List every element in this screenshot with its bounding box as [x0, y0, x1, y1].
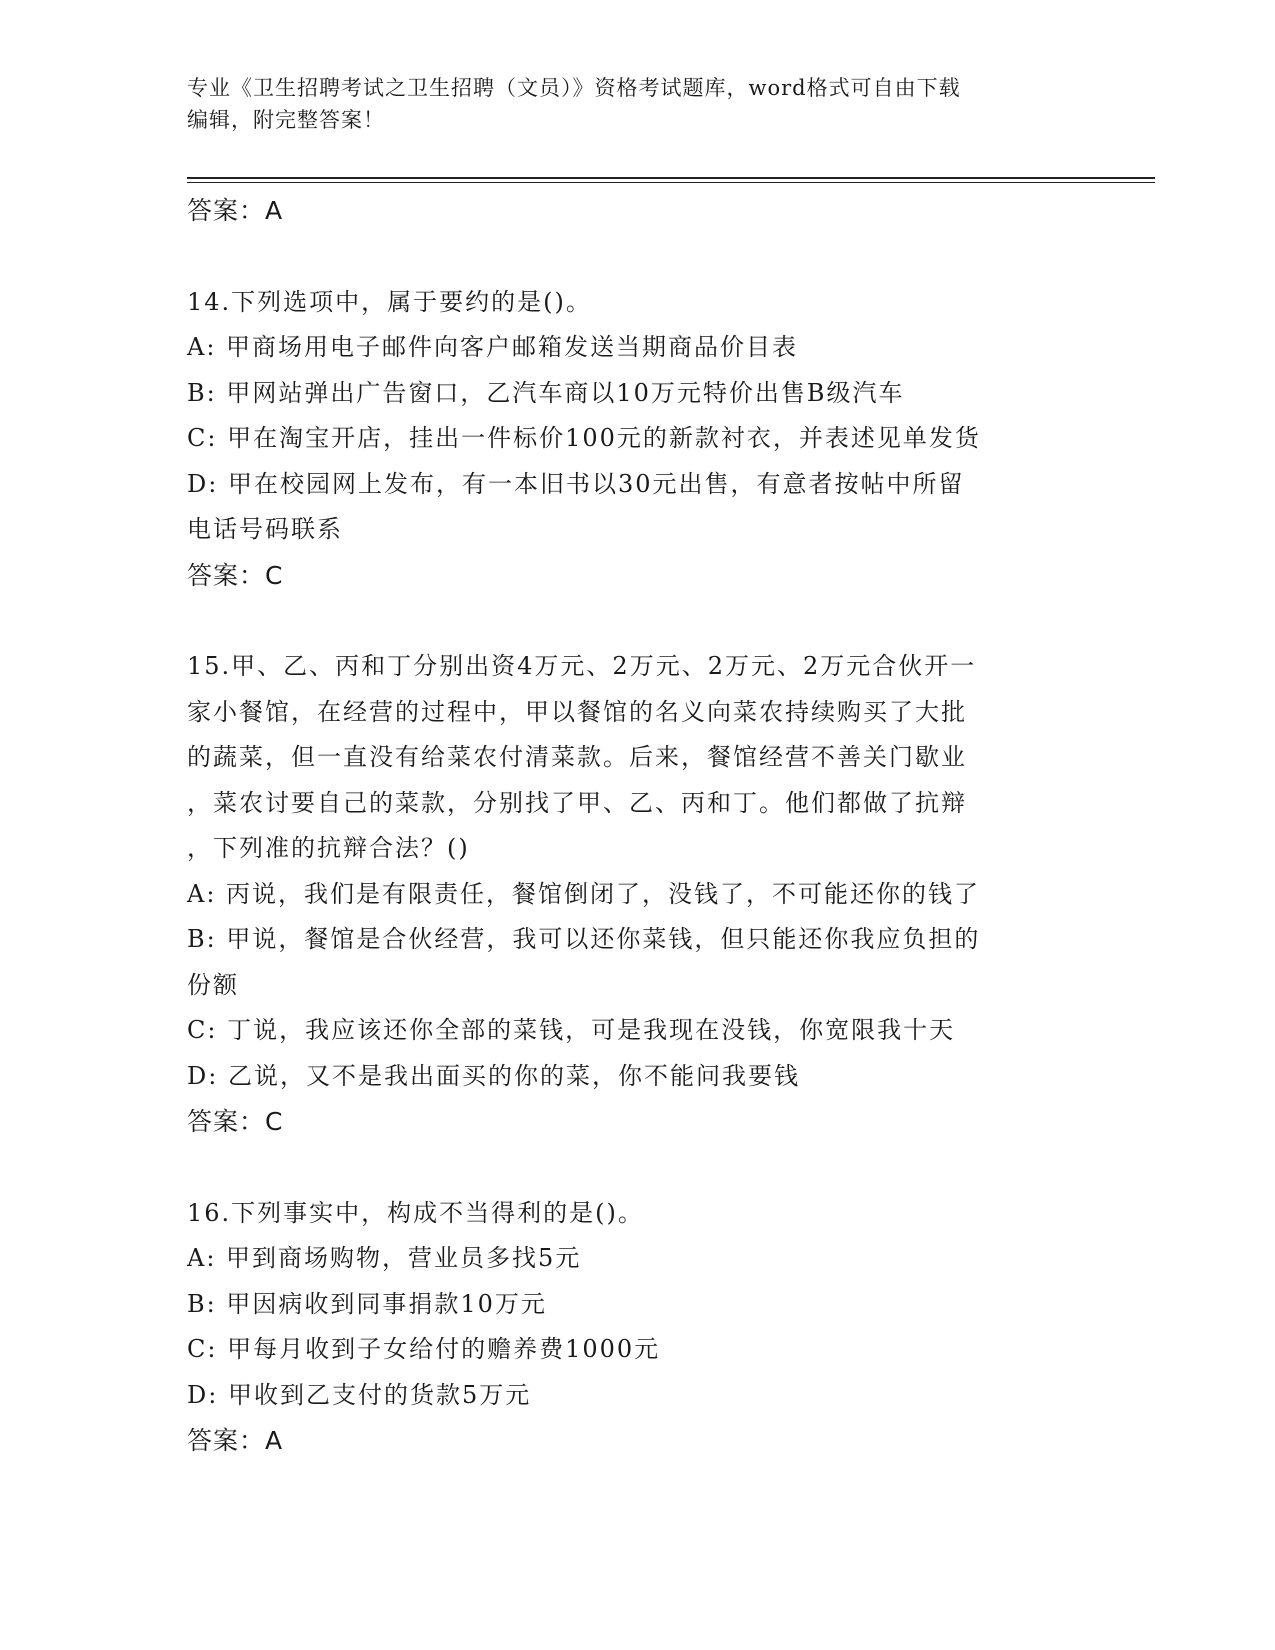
option-a: A: 丙说，我们是有限责任，餐馆倒闭了，没钱了，不可能还你的钱了 [187, 879, 981, 908]
question-16 [187, 1191, 1087, 1464]
question-stem-continued: 家小餐馆，在经营的过程中，甲以餐馆的名义向菜农持续购买了大批 [187, 697, 967, 726]
option-d: D: 甲在校园网上发布，有一本旧书以30元出售，有意者按帖中所留 [187, 469, 965, 498]
option-b: B: 甲说，餐馆是合伙经营，我可以还你菜钱，但只能还你我应负担的 [187, 925, 981, 953]
option-b: B: 甲网站弹出广告窗口，乙汽车商以10万元特价出售B级汽车 [187, 378, 905, 407]
previous-answer: 答案：A [187, 196, 284, 225]
option-d: D: 乙说，又不是我出面买的你的菜，你不能问我要钱 [187, 1061, 800, 1090]
header-rule-thick [187, 177, 1155, 179]
option-b-continued: 份额 [187, 970, 239, 999]
option-c: C: 丁说，我应该还你全部的菜钱，可是我现在没钱，你宽限我十天 [187, 1016, 956, 1044]
option-d: D: 甲收到乙支付的货款5万元 [187, 1380, 532, 1409]
option-a: A: 甲商场用电子邮件向客户邮箱发送当期商品价目表 [187, 333, 799, 361]
answer: 答案：C [187, 560, 284, 590]
question-stem-continued: ，菜农讨要自己的菜款，分别找了甲、乙、丙和丁。他们都做了抗辩 [187, 788, 967, 817]
question-14 [187, 280, 1087, 599]
header-line-1: 专业《卫生招聘考试之卫生招聘（文员）》资格考试题库，word格式可自由下载 [187, 76, 961, 100]
question-stem: 14.下列选项中，属于要约的是()。 [187, 287, 592, 316]
question-stem-continued: ，下列准的抗辩合法？() [187, 834, 470, 862]
header-rule-thin [187, 182, 1155, 183]
question-stem: 15.甲、乙、丙和丁分别出资4万元、2万元、2万元、2万元合伙开一 [187, 652, 977, 680]
option-a: A: 甲到商场购物，营业员多找5元 [187, 1244, 582, 1272]
option-d-continued: 电话号码联系 [187, 515, 343, 543]
question-stem: 16.下列事实中，构成不当得利的是()。 [187, 1198, 644, 1227]
question-stem-continued: 的蔬菜，但一直没有给菜农付清菜款。后来，餐馆经营不善关门歇业 [187, 743, 967, 771]
document-header [187, 72, 1087, 136]
option-c: C: 甲在淘宝开店，挂出一件标价100元的新款衬衣，并表述见单发货 [187, 424, 981, 452]
option-c: C: 甲每月收到子女给付的赡养费1000元 [187, 1335, 661, 1363]
answer: 答案：C [187, 1107, 284, 1136]
document-body [187, 188, 1087, 1464]
question-15 [187, 644, 1087, 1145]
answer: 答案：A [187, 1426, 284, 1455]
header-line-2: 编辑，附完整答案！ [187, 108, 385, 132]
option-b: B: 甲因病收到同事捐款10万元 [187, 1289, 547, 1318]
